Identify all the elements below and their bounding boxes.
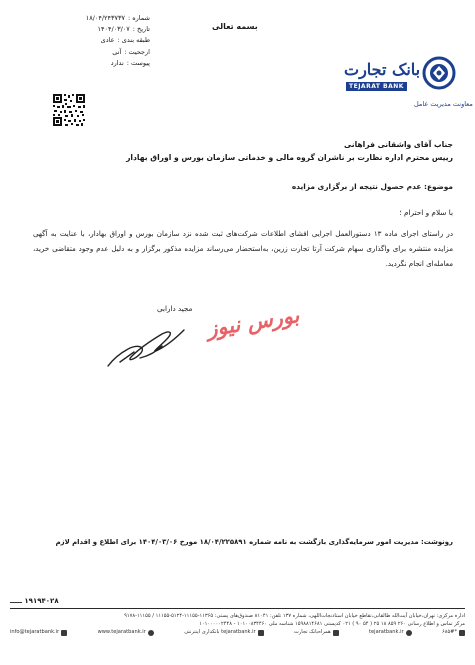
footer-internet-bank [184,628,263,636]
tejarat-emblem-icon [422,56,456,90]
footer-address: اداره مرکزی: تهران،خیابان آیت‌الله طالقانی،تقاطع خیابان استاد‌نجات‌اللهی، شماره ۱۳۷ تلفن: ۸۱۰۴۱ صندوق‌های پستی: ۱۱۳۶۵-۱۱۱۵۵-۵۱۲۴-۱۱۱۵۵ / ۱۱۱۵۵-۹۱۷۸ [124,613,465,619]
footer-website-text[interactable]: www.tejaratbank.ir [97,629,146,636]
qr-code-icon [52,93,86,127]
meta-date-value: ۱۴۰۴/۰۳/۰۷ [97,25,130,34]
footer-ussd-text: *۶۸۵# [441,629,457,636]
meta-number-value: ۱۸/۰۴/۲۴۳۷۳۷ [85,14,125,22]
letter-body: در راستای اجرای ماده ۱۳ دستورالعمل اجرایی افشای اطلاعات شرکت‌های ثبت شده نزد سازمان بورس و اوراق بهادار، با عنایت به آگهی مزایده منتشره برای واگذاری سهام شرکت آرتا تجارت زرین، به‌استحضار می‌رساند مزایده مذکور برگزار و به دلیل عدم وجود متقاضی خرید، معامله‌ای انجام نگردید. [33,229,453,269]
subject-line [33,182,453,191]
cc-label: رونوشت: [421,538,453,546]
recipient-block [33,138,453,164]
footer-mobile-bank-text: همراه‌بانک تجارت [294,629,331,636]
bank-name-en: TEJARAT BANK [346,82,407,91]
footer-contact: مرکز تماس و اطلاع رسانی ۲۶۰ ۸۵۹ ۱۸ ۲۵ ( ۵۴ ۹۰ ) ۰۲۱ کدپستی ۱۵۹۸۸۱۴۶۸۱ شناسه ملی ۱۰۱۰۰۸۳۴۴۶۰ - ۱۰۱۰۰۰۰۰۲۴۴۸ [199,621,465,628]
document-serial: ۱۹۱۹۴۰۲۸ ـــــ [10,597,59,605]
meta-attachment [40,58,150,69]
meta-classification-value: عادی [100,36,115,45]
meta-priority [40,47,150,58]
meta-number [40,13,150,24]
mobile-icon [333,630,339,636]
signer-name: مجید دارابی [157,304,193,313]
meta-classification [40,35,150,46]
meta-priority-value: آنی [112,47,122,56]
footer-telegram-text: tejaratbank.ir [369,629,404,636]
recipient-title: رییس محترم اداره نظارت بر ناشران گروه مالی و خدماتی سازمان بورس و اوراق بهادار [126,153,453,162]
footer-mobile-bank [294,628,339,636]
handwritten-signature-icon [100,318,200,373]
cc-line [23,538,453,546]
web-icon [148,630,154,636]
footer-links [10,628,465,636]
bank-name-fa: بانک تجارت [344,60,421,79]
footer-ussd [442,628,465,636]
footer-internet-bank-text: tejaratbank.ir بانکداری اینترنتی [184,629,256,636]
subject-text: عدم حصول نتیجه از برگزاری مزایده [291,182,422,191]
footer-telegram [369,628,412,636]
cc-text: مدیریت امور سرمایه‌گذاری بازگشت به نامه شماره ۱۸/۰۴/۲۲۵۸۹۱ مورخ ۱۴۰۴/۰۳/۰۶ برای اطلاع و اقدام لازم [55,538,419,546]
email-icon [61,630,67,636]
subject-label: موضوع: [424,182,453,191]
telegram-icon [406,630,412,636]
footer-divider [10,608,465,609]
meta-classification-label: طبقه بندی : [117,36,150,45]
bank-logo [344,48,473,110]
greeting: با سلام و احترام ؛ [399,208,453,217]
meta-number-label: شماره : [128,14,150,22]
bank-unit: معاونت مدیریت عامل [414,100,473,108]
meta-date-label: تاریخ : [132,25,150,34]
recipient-name: جناب آقای واشقانی فراهانی [344,140,453,149]
basmala: بسمه تعالی [212,22,258,31]
globe-icon [258,630,264,636]
meta-priority-label: ارجحیت : [124,47,150,56]
watermark: بورس نیوز [205,302,301,342]
phone-icon [459,630,465,636]
letter-footer [10,612,465,637]
meta-attachment-value: ندارد [110,58,124,67]
meta-attachment-label: پیوست : [126,58,150,67]
footer-email-text[interactable]: info@tejaratbank.ir [10,629,60,636]
meta-date [40,24,150,35]
letter-meta [40,13,150,69]
footer-email-link[interactable] [10,628,67,636]
footer-website-link[interactable] [98,628,154,636]
